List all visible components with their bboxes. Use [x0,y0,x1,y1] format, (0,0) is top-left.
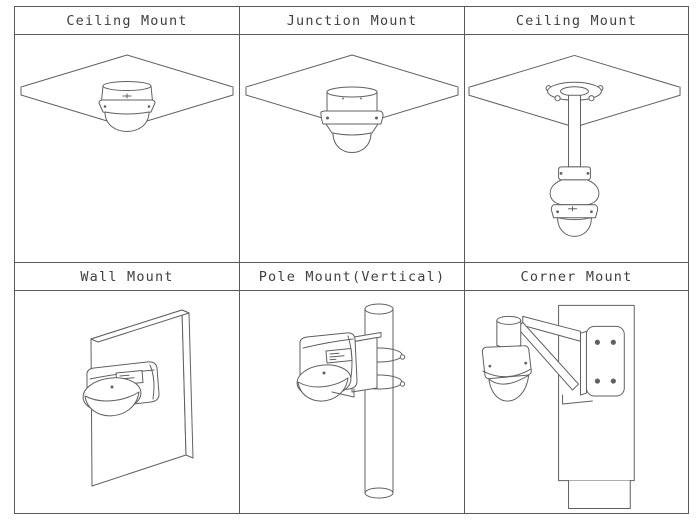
pole-bracket-dome-camera [295,333,357,401]
cell-ceiling-mount-a [14,34,239,262]
header-label: Wall Mount [80,268,174,285]
dome-camera [99,82,155,132]
header-ceiling-mount-a [14,6,239,34]
header-label: Ceiling Mount [66,12,188,29]
header-pole-mount-vertical [239,262,464,290]
ceiling-mount-diagram [15,35,239,262]
header-label: Ceiling Mount [515,12,638,29]
pendant-pole [569,95,581,167]
cell-ceiling-mount-b [464,34,688,262]
header-junction-mount [239,6,464,34]
header-corner-mount [464,262,688,290]
header-ceiling-mount-b [464,6,688,34]
header-label: Pole Mount(Vertical) [258,268,446,285]
cell-pole-mount-vertical [239,290,464,513]
header-label: Corner Mount [520,268,633,285]
pendant-ceiling-mount-diagram [465,35,688,262]
header-label: Junction Mount [286,12,418,29]
junction-mount-diagram [240,35,464,262]
corner-mount-diagram [465,291,688,513]
mounting-options-table [14,6,689,514]
cell-wall-mount [14,290,239,513]
wall-mount-diagram [15,291,239,513]
corner-mounting-plate [586,326,624,396]
junction-box-dome-camera [321,87,383,153]
pendant-dome-camera [550,167,599,236]
header-wall-mount [14,262,239,290]
cell-corner-mount [464,290,688,513]
cell-junction-mount [239,34,464,262]
pole-mount-diagram [240,291,464,513]
